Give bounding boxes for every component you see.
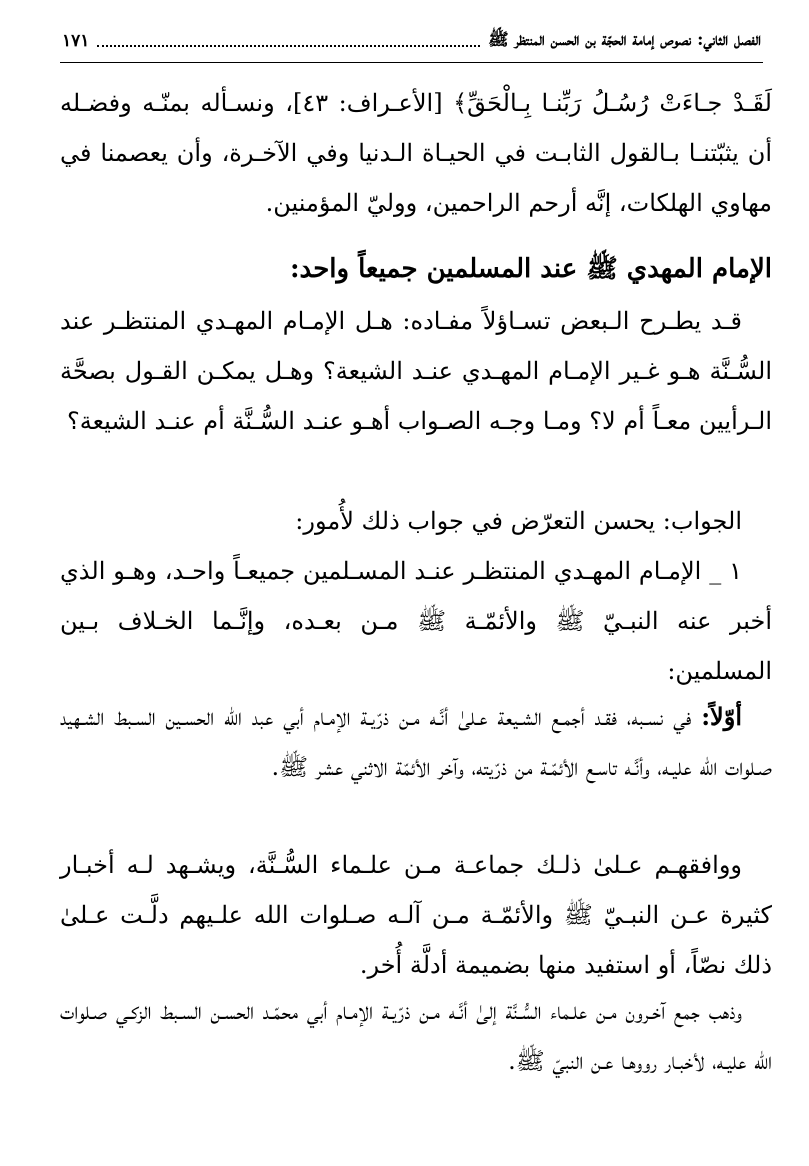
paragraph-agreement: ووافقهـم عـلىٰ ذلـك جماعـة مـن علـماء السُّـنَّة، ويشـهد لـه أخبـار كثيرة عـن النبـيّ ﷺ والأئمّـة مـن آلـه صـلوات الله علـيهم دلَّـت عـلىٰ ذلك نصّاً، أو استفيد منها بضميمة أدلَّة أُخر. xyxy=(60,851,772,979)
paragraph-lineage-text: في نسـبه، فقـد أجمـع الشـيعة عـلىٰ أنَّـه مـن ذرّيـة الإمـام أبي عبد الله الحسـين السـبط الشـهيد صـلوات الله عليـه، وأنَّـه تاسـع الأئمّـة من ذرّيته، وآخر الأئمّة الاثني عشر ﷺ. xyxy=(60,703,772,781)
paragraph-lead: أوّلاً: xyxy=(701,702,742,731)
paragraph-question: قـد يطـرح الـبعض تسـاؤلاً مفـاده: هـل الإمـام المهـدي المنتظـر عند السُّـنَّة هـو غـير الإمـام المهـدي عنـد الشيعة؟ وهـل يمكـن القـول بصحَّة الـرأيين معـاً أم لا؟ ومـا وجـه الصـواب أهـو عنـد السُّـنَّة أم عنـد الشيعة؟ xyxy=(60,307,772,435)
header-rule xyxy=(60,62,763,63)
intro-paragraph: لَقَـدْ جـاءَتْ رُسُـلُ رَبِّنـا بِـالْحَقِّ﴾ [الأعـراف: ٤٣]، ونسـأله بمنّـه وفضـله أن يثبّتنـا بـالقول الثابـت في الحيـاة الـدنيا وفي الآخـرة، وأن يعصمنا في مهاوي الهلكات، إنَّه أرحم الراحمين، ووليّ المؤمنين. xyxy=(60,89,772,217)
running-title: الفصل الثاني: نصوص إمامة الحجّة بن الحسن المنتظر ﷺ xyxy=(488,29,761,50)
paragraph-first-lineage xyxy=(60,692,772,792)
paragraph-answer-intro: الجواب: يحسن التعرّض في جواب ذلك لأُمور: xyxy=(295,507,742,535)
section-heading: الإمام المهدي ﷺ عند المسلمين جميعاً واحد: xyxy=(289,254,772,284)
page-header xyxy=(62,24,761,58)
page-number: ١٧١ xyxy=(62,31,90,51)
paragraph-other-view: وذهب جمع آخـرون مـن علـماء السُّـنَّة إلىٰ أنَّـه مـن ذرّيـة الإمـام أبي محمّـد الحسـن السـبط الزكـي صـلوات الله عليـه، لأخبـار رووهـا عـن النبيّ ﷺ. xyxy=(60,997,772,1075)
dot-leader xyxy=(97,35,480,47)
paragraph-point-one: ١ _ الإمـام المهـدي المنتظـر عنـد المسـلمين جميعـاً واحـد، وهـو الذي أخبر عنه النبـيّ ﷺ والأئمّـة ﷺ مـن بعـده، وإنَّـما الخـلاف بـين المسلمين: xyxy=(60,557,772,685)
